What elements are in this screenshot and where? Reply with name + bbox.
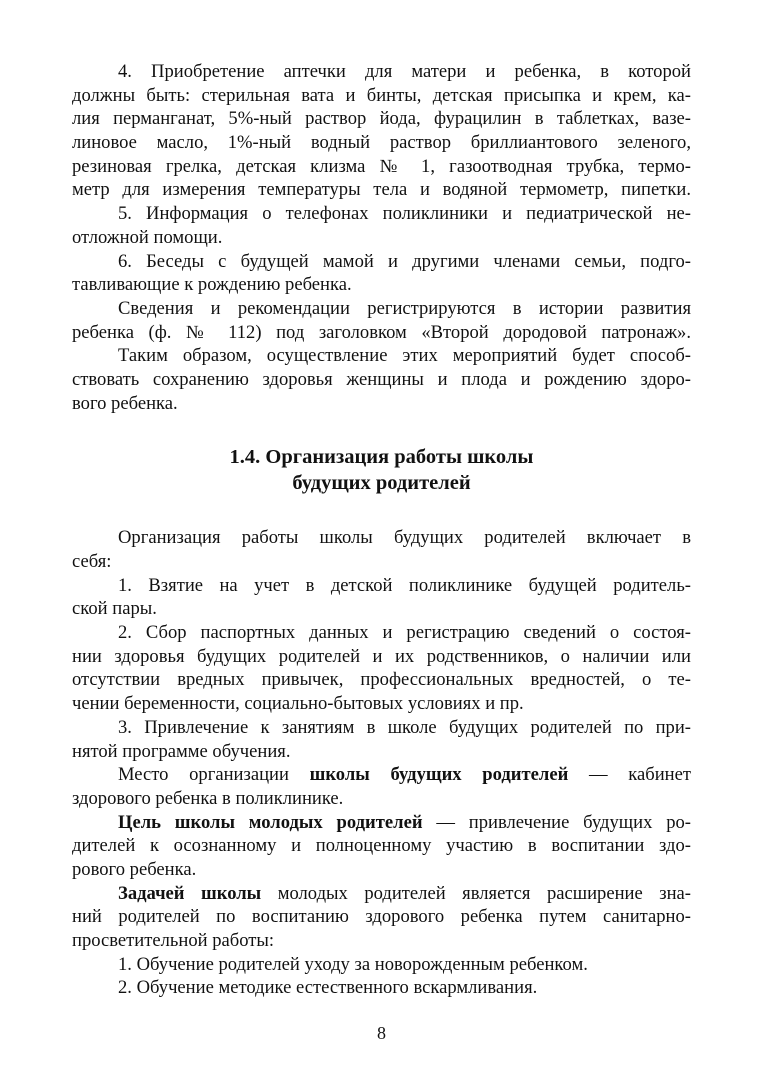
text-line: 2. Сбор паспортных данных и регистрацию сведений о состоя- [118,622,691,644]
list-item: 2. Обучение методике естественного вскармливания. [118,977,538,999]
text-line: Таким образом, осуществление этих мероприятий будет способ- [118,345,691,367]
task-list [72,953,691,1000]
text-line: здорового ребенка в поликлинике. [72,787,344,809]
text-line: резиновая грелка, детская клизма № 1, газоотводная трубка, термо- [72,155,691,177]
list-item: 1. Обучение родителей уходу за новорожденным ребенком. [118,953,588,975]
text-line: линовое масло, 1%-ный водный раствор бриллиантового зеленого, [72,132,691,154]
paragraph-registration [72,297,691,344]
text-line: должны быть: стерильная вата и бинты, детская присыпка и крем, ка- [72,84,691,106]
text-run: — привлечение будущих ро- [422,811,691,833]
list-item-registration [72,574,691,621]
text-line: ской пары. [72,598,157,620]
text-line: просветительной работы: [72,930,275,951]
paragraph-first-aid-kit [72,60,691,202]
paragraph-location [72,763,691,810]
spacer [72,496,691,526]
text-line: 4. Приобретение аптечки для матери и ребенка, в которой [118,61,691,82]
text-line [72,882,691,906]
list-item-classes [72,716,691,763]
paragraph-goal [72,811,691,882]
page-number: 8 [377,1023,386,1043]
text-line: себя: [72,551,112,572]
text-line: лия перманганат, 5%-ный раствор йода, фурацилин в таблетках, вазе- [72,108,691,130]
spacer [72,415,691,444]
bold-term: школы будущих родителей [309,764,569,786]
paragraph-conversations [72,250,691,297]
text-run: — кабинет [568,764,691,786]
text-line: нятой программе обучения. [72,740,291,762]
text-line: отсутствии вредных привычек, профессиональных вредностей, о те- [72,669,691,691]
text-line: ствовать сохранению здоровья женщины и плода и рождению здоро- [72,368,691,390]
text-line: тавливающие к рождению ребенка. [72,274,352,296]
bold-term: Задачей школы [118,882,262,904]
text-line: чении беременности, социально-бытовых условиях и пр. [72,693,524,715]
text-line: рового ребенка. [72,858,197,880]
text-line: 6. Беседы с будущей мамой и другими членами семьи, подго- [118,250,691,272]
heading-line-1: 1.4. Организация работы школы [229,446,534,469]
text-line: метр для измерения температуры тела и водяной термометр, пипетки. [72,179,691,201]
paragraph-intro [72,526,691,573]
text-line [72,811,691,835]
page-body [72,60,691,1000]
text-line: 1. Взятие на учет в детской поликлинике будущей родитель- [118,574,691,596]
text-line: Организация работы школы будущих родителей включает в [118,527,691,549]
text-line: вого ребенка. [72,392,178,414]
text-line: ний родителей по воспитанию здорового ребенка путем санитарно- [72,906,691,928]
bold-term: Цель школы молодых родителей [118,811,423,833]
list-item-passport-data [72,621,691,716]
text-line: нии здоровья будущих родителей и их родственников, о наличии или [72,645,691,667]
text-run: молодых родителей является расширение зна- [261,882,691,904]
text-line: Сведения и рекомендации регистрируются в истории развития [118,297,691,319]
paragraph-task [72,882,691,953]
text-line: 3. Привлечение к занятиям в школе будущих родителей по при- [118,716,691,738]
text-line: 5. Информация о телефонах поликлиники и педиатрической не- [118,203,691,225]
text-line: отложной помощи. [72,226,223,248]
section-heading [72,444,691,496]
paragraph-conclusion [72,344,691,415]
text-line [72,763,691,787]
heading-line-2: будущих родителей [292,472,471,495]
paragraph-phone-info [72,202,691,249]
text-line: ребенка (ф. № 112) под заголовком «Второй дородовой патронаж». [72,321,691,343]
text-run: Место организации [118,764,310,786]
text-line: дителей к осознанному и полноценному участию в воспитании здо- [72,835,691,857]
